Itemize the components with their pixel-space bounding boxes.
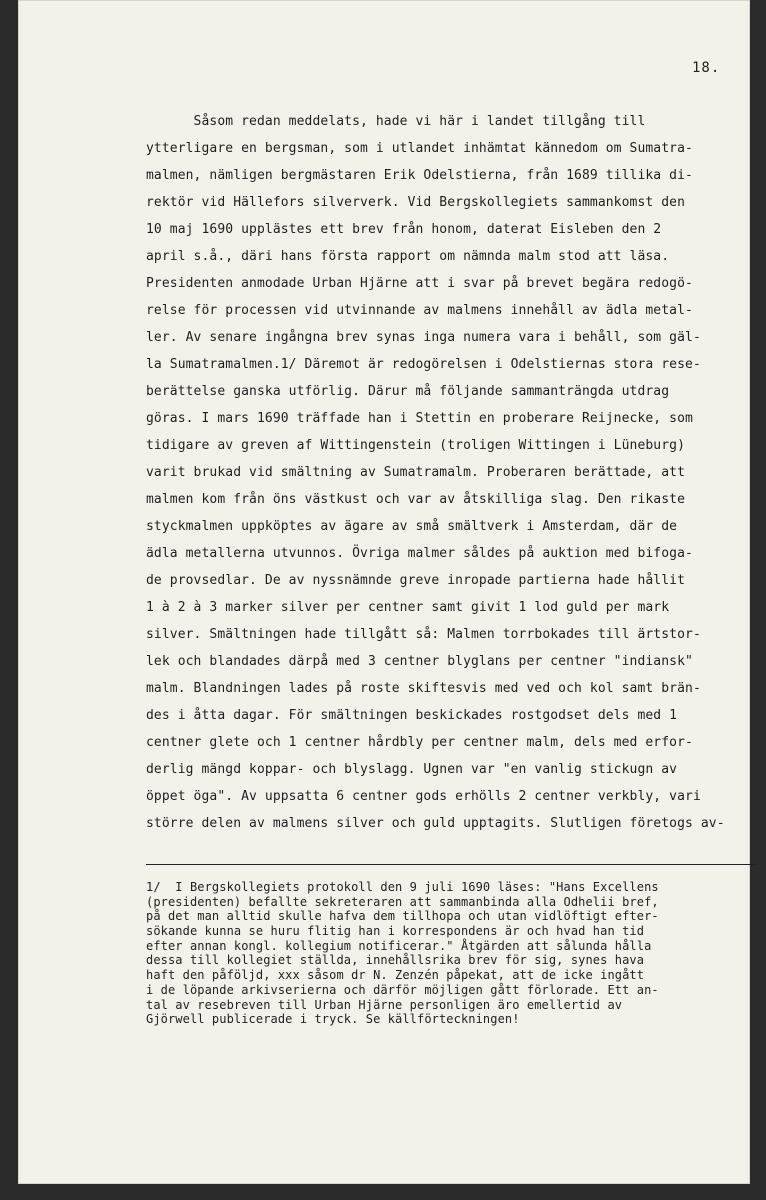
- text-line: ler. Av senare ingångna brev synas inga numera vara i behåll, som gäl-: [146, 330, 701, 345]
- text-line: tidigare av greven af Wittingenstein (troligen Wittingen i Lüneburg): [146, 438, 686, 453]
- footnote-line: i de löpande arkivserierna och därför möjligen gått förlorade. Ett an-: [146, 982, 659, 997]
- text-line: malmen, nämligen bergmästaren Erik Odelstierna, från 1689 tillika di-: [146, 168, 693, 183]
- text-line: relse för processen vid utvinnande av malmens innehåll av ädla metal-: [146, 303, 693, 318]
- text-line: berättelse ganska utförlig. Därur må följande sammanträngda utdrag: [146, 384, 670, 399]
- text-line: ytterligare en bergsman, som i utlandet inhämtat kännedom om Sumatra-: [146, 141, 693, 156]
- text-line: centner glete och 1 centner hårdbly per centner malm, dels med erfor-: [146, 735, 693, 750]
- footnote-line: sökande kunna se huru flitig han i korrespondens är och hvad han tid: [146, 924, 645, 939]
- footnote-line: Gjörwell publicerade i tryck. Se källförteckningen!: [146, 1012, 520, 1027]
- text-line: lek och blandades därpå med 3 centner blyglans per centner "indiansk": [146, 654, 693, 669]
- page-number: 18.: [692, 60, 721, 76]
- text-line: rektör vid Hällefors silververk. Vid Bergskollegiets sammankomst den: [146, 195, 686, 210]
- footnote-line: efter annan kongl. kollegium notificerar." Åtgärden att sålunda hålla: [146, 938, 652, 953]
- footnote-line: på det man alltid skulle hafva dem tillhopa och utan vidlöftigt efter-: [146, 909, 659, 924]
- text-line: ädla metallerna utvunnos. Övriga malmer såldes på auktion med bifoga-: [146, 546, 693, 561]
- text-line: Presidenten anmodade Urban Hjärne att i svar på brevet begära redogö-: [146, 276, 693, 291]
- document-page: [18, 0, 750, 1184]
- text-line: öppet öga". Av uppsatta 6 centner gods erhölls 2 centner verkbly, vari: [146, 789, 701, 804]
- footnote-line: (presidenten) befallte sekreteraren att sammanbinda alla Odhelii bref,: [146, 894, 659, 909]
- text-line: göras. I mars 1690 träffade han i Stettin en proberare Reijnecke, som: [146, 411, 693, 426]
- text-line: varit brukad vid smältning av Sumatramalm. Proberaren berättade, att: [146, 465, 686, 480]
- text-line: la Sumatramalmen.1/ Däremot är redogörelsen i Odelstiernas stora rese-: [146, 357, 701, 372]
- text-line: 1 à 2 à 3 marker silver per centner samt givit 1 lod guld per mark: [146, 600, 670, 615]
- text-line: 10 maj 1690 upplästes ett brev från honom, daterat Eisleben den 2: [146, 222, 662, 237]
- footnote: [146, 880, 746, 1027]
- text-line: malm. Blandningen lades på roste skiftesvis med ved och kol samt brän-: [146, 681, 701, 696]
- text-line: silver. Smältningen hade tillgått så: Malmen torrbokades till ärtstor-: [146, 627, 701, 642]
- main-text: [146, 108, 744, 837]
- footnote-line: haft den påföljd, xxx såsom dr N. Zenzén påpekat, att de icke ingått: [146, 968, 645, 983]
- text-line: större delen av malmens silver och guld upptagits. Slutligen företogs av-: [146, 816, 725, 831]
- text-line: des i åtta dagar. För smältningen beskickades rostgodset dels med 1: [146, 708, 678, 723]
- footnote-line: dessa till kollegiet ställda, innehållsrika brev för sig, synes hava: [146, 953, 645, 968]
- text-line: de provsedlar. De av nyssnämnde greve inropade partierna hade hållit: [146, 573, 686, 588]
- text-line: styckmalmen uppköptes av ägare av små smältverk i Amsterdam, där de: [146, 519, 678, 534]
- text-line: derlig mängd koppar- och blyslagg. Ugnen var "en vanlig stickugn av: [146, 762, 678, 777]
- text-line: malmen kom från öns västkust och var av åtskilliga slag. Den rikaste: [146, 492, 686, 507]
- footnote-divider: [146, 864, 758, 865]
- footnote-line: tal av resebreven till Urban Hjärne personligen äro emellertid av: [146, 997, 623, 1012]
- footnote-line: 1/ I Bergskollegiets protokoll den 9 juli 1690 läses: "Hans Excellens: [146, 880, 659, 894]
- text-line: april s.å., däri hans första rapport om nämnda malm stod att läsa.: [146, 249, 670, 264]
- text-line: Såsom redan meddelats, hade vi här i landet tillgång till: [146, 114, 646, 129]
